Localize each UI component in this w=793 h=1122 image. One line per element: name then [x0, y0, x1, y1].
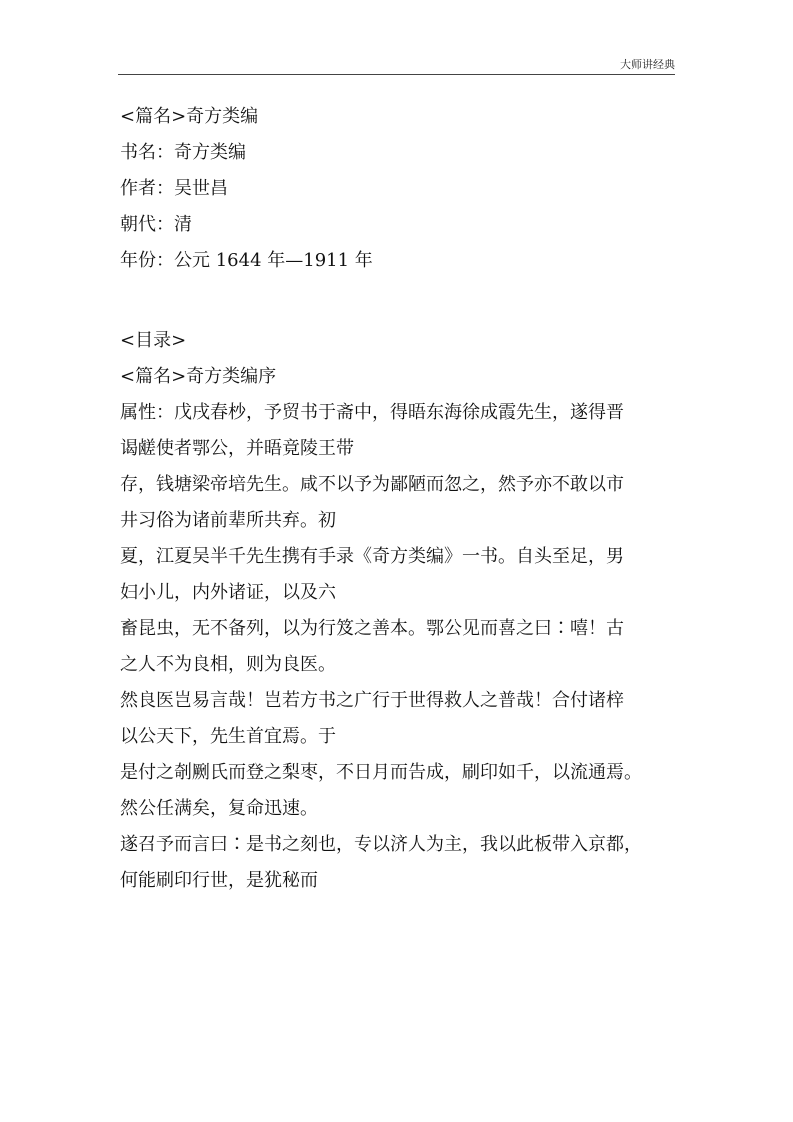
text-line: 何能刷印行世，是犹秘而: [120, 870, 318, 891]
meta-line-title: <篇名>奇方类编: [120, 106, 259, 127]
meta-line-author: 作者：吴世昌: [120, 178, 228, 199]
text-line: 存，钱塘梁帝培先生。咸不以予为鄙陋而忽之，然予亦不敢以市: [120, 474, 624, 495]
text-line: 属性：戊戌春杪，予贸书于斋中，得晤东海徐成霞先生，遂得晋: [120, 402, 624, 423]
text-line: 是付之剞劂氏而登之梨枣，不日月而告成，刷印如千，以流通焉。: [120, 762, 642, 783]
toc-heading: <目录>: [120, 330, 187, 351]
text-line: 妇小儿，内外诸证，以及六: [120, 582, 336, 603]
document-body: [120, 99, 680, 899]
running-header: 大师讲经典: [620, 58, 675, 71]
preface-title: <篇名>奇方类编序: [120, 366, 277, 387]
text-line: 以公天下，先生首宜焉。于: [120, 726, 336, 747]
text-line: 然公任满矣，复命迅速。: [120, 798, 318, 819]
text-line: 然良医岂易言哉！岂若方书之广行于世得救人之普哉！合付诸梓: [120, 690, 624, 711]
text-line: 井习俗为诸前辈所共弃。初: [120, 510, 336, 531]
text-line: 夏，江夏吴半千先生携有手录《奇方类编》一书。自头至足，男: [120, 546, 624, 567]
section-gap: [120, 279, 680, 323]
text-line: 之人不为良相，则为良医。: [120, 654, 336, 675]
text-line: 遂召予而言曰∶是书之刻也，专以济人为主，我以此板带入京都，: [120, 834, 642, 855]
text-line: 谒鹾使者鄂公，并晤竟陵王带: [120, 438, 354, 459]
meta-line-book: 书名：奇方类编: [120, 142, 246, 163]
header-divider: [118, 74, 675, 75]
meta-line-years: 年份：公元 1644 年—1911 年: [120, 250, 373, 271]
meta-line-dynasty: 朝代：清: [120, 214, 192, 235]
text-line: 畜昆虫，无不备列，以为行笈之善本。鄂公见而喜之曰∶嘻！古: [120, 618, 624, 639]
